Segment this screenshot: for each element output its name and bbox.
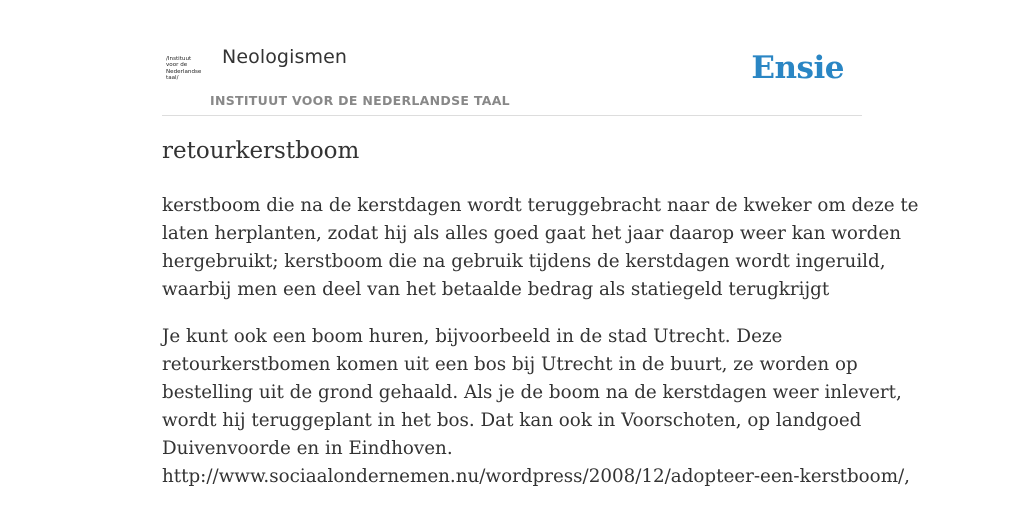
ensie-logo[interactable]: Ensie (751, 50, 844, 86)
publisher-name: INSTITUUT VOOR DE NEDERLANDSE TAAL (210, 93, 510, 108)
ivdnt-logo[interactable]: /Instituut voor de Nederlandse taal/ (166, 56, 202, 82)
example-line: Duivenvoorde en in Eindhoven. (162, 438, 453, 459)
entry-example (162, 323, 910, 491)
example-line: wordt hij teruggeplant in het bos. Dat kan ook in Voorschoten, op landgoed (162, 410, 862, 431)
entry-term: retourkerstboom (162, 138, 360, 164)
example-line: Je kunt ook een boom huren, bijvoorbeeld in de stad Utrecht. Deze (162, 326, 783, 347)
source-link[interactable]: http://www.sociaalondernemen.nu/wordpress/2008/12/adopteer-een-kerstboom/, (162, 466, 910, 487)
definition-line: waarbij men een deel van het betaalde bedrag als statiegeld terugkrijgt (162, 279, 830, 300)
definition-line: hergebruikt; kerstboom die na gebruik tijdens de kerstdagen wordt ingeruild, (162, 251, 886, 272)
entry-definition (162, 192, 919, 304)
example-line: retourkerstbomen komen uit een bos bij Utrecht in de buurt, ze worden op (162, 354, 858, 375)
example-line: bestelling uit de grond gehaald. Als je de boom na de kerstdagen weer inlevert, (162, 382, 902, 403)
dictionary-name[interactable]: Neologismen (222, 46, 348, 68)
header (162, 40, 862, 116)
definition-line: laten herplanten, zodat hij als alles goed gaat het jaar daarop weer kan worden (162, 223, 901, 244)
definition-line: kerstboom die na de kerstdagen wordt teruggebracht naar de kweker om deze te (162, 195, 919, 216)
